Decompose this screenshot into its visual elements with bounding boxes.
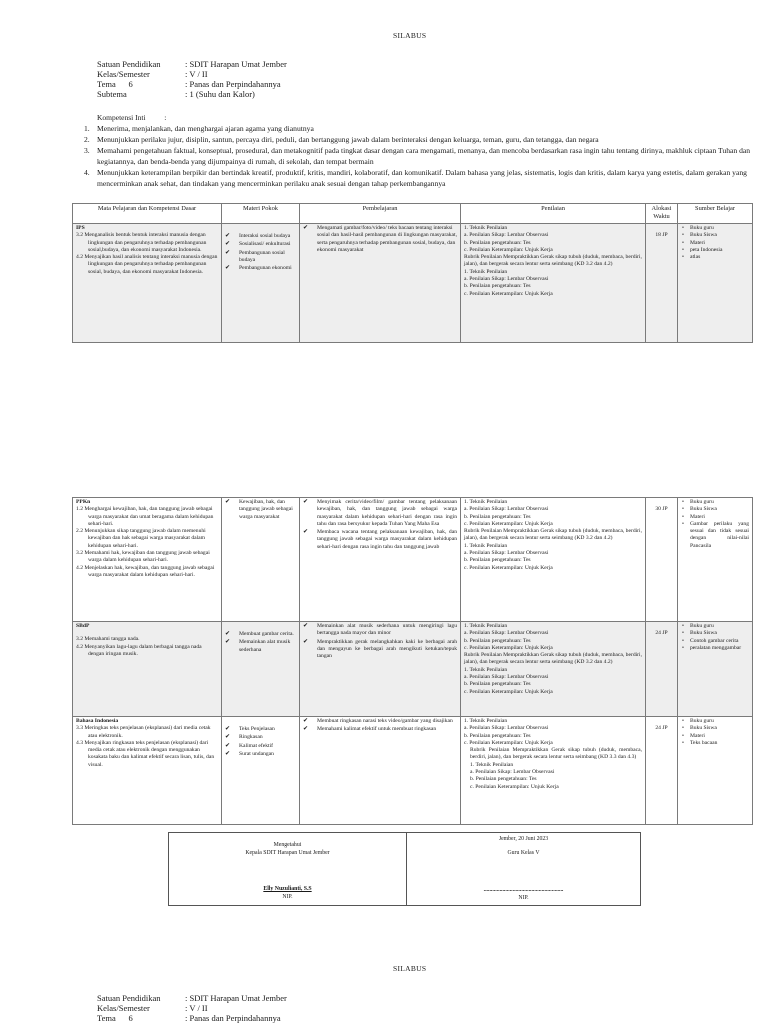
cell-penilaian [461, 622, 646, 717]
sign-right-role: Guru Kelas V [507, 849, 540, 856]
penilaian-line: a. Penilaian Sikap: Lembar Observasi [464, 674, 549, 681]
kd-item: 3.2 Memahami tangga nada. [76, 636, 140, 643]
check-icon: ✔ [303, 623, 309, 629]
doc-title: SILABUS [393, 31, 427, 40]
sumber-item: • Materi [681, 733, 749, 740]
sumber-item: • Materi [681, 514, 749, 521]
penilaian-line: Rubrik Penilaian Mempraktikkan Gerak sikap tubuh (duduk, membaca, berdiri, jalan), dan bergerak secara lentur serta seimbang (KD 3.2 dan 4.2) [464, 254, 642, 268]
penilaian-line: b. Penilaian pengetahuan: Tes [464, 732, 531, 739]
meta-row: Kelas/Semester : V / II [97, 1003, 208, 1013]
check-icon: ✔ [225, 265, 231, 272]
table-row-ppkn [73, 498, 753, 622]
subject-name: Bahasa Indonesia [76, 718, 119, 724]
penilaian-line: b. Penilaian pengetahuan: Tes [464, 681, 531, 688]
check-icon: ✔ [225, 249, 231, 256]
kd-item: 4.2 Menyajikan hasil analisis tentang interaksi manusia dengan lingkungan dan pengaruhnya terhadap pembangunan sosial, budaya, dan ekonomi masyarakat Indonesia. [76, 254, 218, 275]
kd-item: 1.2 Menghargai kewajiban, hak, dan tanggung jawab sebagai warga masyarakat dan umat beragama dalam kehidupan sehari-hari. [76, 506, 214, 527]
table-row-bindo [73, 717, 753, 825]
sign-right-date: Jember, 20 Juni 2023 [498, 836, 549, 842]
penilaian-line: b. Penilaian pengetahuan: Tes [464, 637, 531, 644]
cell-sumber [678, 717, 753, 825]
penilaian-line: 1. Teknik Penilaian [464, 542, 508, 549]
ki-item: 4. Menunjukkan keterampilan berpikir dan bertindak kreatif, produktif, kritis, mandiri, kolaboratif, dan komunikatif. Dalam bahasa yang jelas, sistematis, logis dan kritis, dalam karya yang estetis, dalam gerakan yang mencerminkan anak sehat, dan tindakan yang mencerminkan perilaku anak sesuai dengan tahap perkembangannya [84, 168, 747, 188]
cell-alokasi: 30 JP [646, 498, 678, 622]
check-icon: ✔ [225, 499, 231, 505]
pembelajaran-item: ✔ Mengamati gambar/foto/video/ teks bacaan tentang interaksi sosial dan hasil-hasil pembangunan di lingkungan masyarakat, serta pengaruhnya terhadap pembangunan sosial, budaya, dan ekonomi masyarakat [303, 225, 457, 253]
cell-sumber [678, 498, 753, 622]
sumber-list [681, 225, 749, 261]
sumber-item: • Buku guru [681, 499, 749, 506]
materi-list [225, 631, 296, 654]
ki-list [72, 123, 752, 189]
cell-materi [222, 717, 300, 825]
kd-item: 3.2 Memahami hak, kewajiban dan tanggung jawab sebagai warga dalam kehidupan sehari-hari. [76, 550, 210, 564]
cell-alokasi: 24 JP [646, 717, 678, 825]
meta-block [97, 59, 287, 99]
pembelajaran-item: ✔ Memahami kalimat efektif untuk membuat ringkasan [303, 726, 437, 733]
penilaian-line: c. Penilaian Keterampilan: Unjuk Kerja [464, 688, 553, 695]
sumber-item: • Buku guru [681, 718, 749, 725]
pembelajaran-item: ✔ Memainkan alat musik sederhana untuk mengiringi lagu bertangga nada mayor dan minor [303, 623, 457, 637]
check-icon: ✔ [303, 225, 309, 231]
penilaian-line: c. Penilaian Keterampilan: Unjuk Kerja [464, 520, 553, 527]
penilaian-line: a. Penilaian Sikap: Lembar Observasi [470, 769, 555, 776]
sumber-item: • Buku Siswa [681, 232, 749, 239]
penilaian-line: c. Penilaian Keterampilan: Unjuk Kerja [470, 783, 559, 790]
kd-item: 2.2 Menunjukkan sikap tanggung jawab dalam memenuhi kewajiban dan hak sebagai warga masyarakat dalam kehidupan sehari-hari. [76, 528, 206, 549]
penilaian-line: Rubrik Penilaian Mempraktikkan Gerak sikap tubuh (duduk, membaca, berdiri, jalan), dan bergerak secara lentur serta seimbang (KD 3.2 dan 4.2) [464, 652, 642, 666]
check-icon: ✔ [303, 499, 309, 505]
sign-left-nip: NIP. [282, 893, 293, 900]
pembelajaran-list [303, 623, 457, 660]
penilaian-line: b. Penilaian pengetahuan: Tes [464, 513, 531, 520]
cell-sumber [678, 622, 753, 717]
sign-left-role: Kepala SDIT Harapan Umat Jember [245, 849, 330, 856]
sumber-item: • Buku guru [681, 225, 749, 232]
sumber-item: • peralatan menggambar [681, 645, 749, 652]
signature-row [169, 833, 641, 906]
materi-item: ✔ Membuat gambar cerita. [225, 631, 294, 637]
ki-item: 3. Memahami pengetahuan faktual, konseptual, prosedural, dan metakognitif pada tingkat dasar dengan cara mengamati, menanya, dan mencoba berdasarkan rasa ingin tahu tentang dirinya, makhluk ciptaan Tuhan dan kegiatannya, dan benda-benda yang dijumpainya di rumah, di sekolah, dan tempat bermain [84, 146, 751, 166]
penilaian-line: 1. Teknik Penilaian [464, 499, 508, 505]
subject-name: IPS [76, 225, 85, 231]
check-icon: ✔ [225, 734, 231, 741]
table-row-ips [73, 224, 753, 343]
header-sumber: Sumber Belajar [678, 204, 753, 224]
penilaian-line: c. Penilaian Keterampilan: Unjuk Kerja [464, 290, 553, 297]
cell-materi [222, 498, 300, 622]
check-icon: ✔ [225, 750, 231, 757]
pembelajaran-list [303, 499, 457, 551]
materi-item: ✔ Pembangunan ekonomi [225, 265, 292, 272]
kd-item: 3.2 Menganalisis bentuk bentuk interaksi manusia dengan lingkungan dan pengaruhnya terhadap pembangunan sosial,budaya, dan ekonomi masyarakat Indonesia. [76, 232, 207, 253]
penilaian-line: 1. Teknik Penilaian [464, 225, 508, 231]
check-icon: ✔ [225, 631, 231, 637]
penilaian-line: c. Penilaian Keterampilan: Unjuk Kerja [464, 739, 553, 746]
ki-heading: Kompetensi Inti : [97, 113, 167, 122]
page2-meta-block [97, 993, 287, 1023]
sumber-item: • Buku Siswa [681, 506, 749, 513]
materi-item: ✔ Kewajiban, hak, dan tanggung jawab sebagai warga masyarakat [225, 499, 293, 520]
penilaian-line: 1. Teknik Penilaian [464, 718, 508, 724]
cell-pembelajaran [300, 717, 461, 825]
cell-pembelajaran [300, 622, 461, 717]
penilaian-line: 1. Teknik Penilaian [464, 268, 508, 275]
meta-row: Tema 6 : Panas dan Perpindahannya [97, 79, 281, 89]
signature-table [168, 832, 641, 906]
check-icon: ✔ [303, 529, 309, 536]
ki-item: 1. Menerima, menjalankan, dan menghargai ajaran agama yang dianutnya [84, 124, 314, 133]
check-icon: ✔ [303, 718, 309, 724]
meta-row: Kelas/Semester : V / II [97, 69, 208, 79]
penilaian-line: a. Penilaian Sikap: Lembar Observasi [464, 725, 549, 732]
penilaian-line: c. Penilaian Keterampilan: Unjuk Kerja [464, 564, 553, 571]
sumber-item: • Teks bacaan [681, 740, 749, 747]
kd-item: 4.3 Menyajikan ringkasan teks penjelasan (eksplanasi) dari media cetak atau elektronik dengan menggunakan kosakata baku dan kalimat efektif secara lisan, tulis, dan visual. [76, 739, 215, 768]
materi-item: ✔ Interaksi sosial budaya [225, 233, 291, 239]
pembelajaran-list [303, 718, 457, 734]
table-row-sbdp [73, 622, 753, 717]
kd-item: 4.2 Menjelaskan hak, kewajiban, dan tanggung jawab sebagai warga masyarakat dalam kehidupan sehari-hari. [76, 564, 215, 578]
penilaian-line: b. Penilaian pengetahuan: Tes [470, 776, 537, 783]
materi-list [225, 499, 296, 521]
header-pembelajaran: Pembelajaran [300, 204, 461, 224]
penilaian-line: Rubrik Penilaian Mempraktikkan Gerak sikap tubuh (duduk, membaca, berdiri, jalan), dan bergerak secara lentur serta seimbang (KD 3.2 dan 4.2) [464, 528, 642, 542]
sign-left-top: Mengetahui [273, 842, 302, 848]
materi-item: ✔ Surat undangan [225, 750, 274, 757]
pembelajaran-item: ✔ Mempraktikkan gerak melangkahkan kaki ke berbagai arah dan mengayun ke berbagai arah mengikuti ketukan/tepuk tangan [303, 638, 457, 660]
meta-row: Satuan Pendidikan : SDIT Harapan Umat Jember [97, 993, 287, 1003]
cell-mapel [73, 622, 222, 717]
sumber-list [681, 623, 749, 652]
materi-item: ✔ Pembangunan sosial budaya [225, 249, 285, 263]
check-icon: ✔ [303, 638, 309, 645]
cell-penilaian [461, 224, 646, 343]
cell-materi [222, 224, 300, 343]
signature-right [407, 833, 641, 906]
penilaian-line: a. Penilaian Sikap: Lembar Observasi [464, 506, 549, 513]
sumber-item: • Contoh gambar cerita [681, 638, 749, 645]
kd-item: 4.2 Menyanyikan lagu-lagu dalam berbagai tangga nada dengan iringan musik. [76, 643, 202, 657]
sign-right-nip: NIP. [518, 894, 529, 901]
pembelajaran-item: ✔ Menyimak cerita/video/film/ gambar tentang pelaksanaan kewajiban, hak, dan tanggung jawab sebagai warga masyarakat dalam kehidupan sehari-hari dengan rasa ingin tahu dan rasa bersyukur kepada Tuhan Yang Maha Esa [303, 499, 457, 527]
sumber-item: • Buku guru [681, 623, 749, 630]
materi-list [225, 233, 296, 272]
cell-mapel [73, 717, 222, 825]
penilaian-line: a. Penilaian Sikap: Lembar Observasi [464, 232, 549, 239]
penilaian-line: b. Penilaian pengetahuan: Tes [464, 283, 531, 290]
check-icon: ✔ [225, 639, 231, 646]
syllabus-table-1 [72, 203, 753, 343]
check-icon: ✔ [225, 241, 231, 248]
cell-materi [222, 622, 300, 717]
cell-penilaian [461, 717, 646, 825]
materi-item: ✔ Memainkan alat musik sederhana [225, 639, 291, 653]
penilaian-line: b. Penilaian pengetahuan: Tes [464, 557, 531, 564]
penilaian-line: a. Penilaian Sikap: Lembar Observasi [464, 550, 549, 557]
subject-name: PPKn [76, 499, 91, 505]
materi-item: ✔ Teks Penjelasan [225, 726, 275, 732]
header-materi: Materi Pokok [222, 204, 300, 224]
subject-name: SBdP [76, 623, 90, 629]
sign-right-name: ....................................................... [483, 887, 564, 893]
materi-item: ✔ Sosialisasi/ enkulturasi [225, 241, 291, 248]
sumber-item: • Buku Siswa [681, 630, 749, 637]
penilaian-line: 1. Teknik Penilaian [464, 666, 508, 673]
sumber-item: • atlas [681, 254, 749, 261]
check-icon: ✔ [225, 726, 231, 732]
table-header-row [73, 204, 753, 224]
syllabus-table-2 [72, 497, 753, 825]
pembelajaran-item: ✔ Membaca wacana tentang pelaksanaan kewajiban, hak, dan tanggung jawab sebagai warga masyarakat dalam kehidupan sehari-hari dengan rasa ingin tahu dan tanggung jawab [303, 529, 457, 550]
penilaian-line: 1. Teknik Penilaian [470, 761, 514, 768]
cell-alokasi: 18 JP [646, 224, 678, 343]
penilaian-line: Rubrik Penilaian Mempraktikkan Gerak sikap tubuh (duduk, membaca, berdiri, jalan), dan bergerak secara lentur serta seimbang (KD 3.3 dan 4.3) [470, 747, 642, 761]
materi-item: ✔ Ringkasan [225, 734, 263, 741]
cell-mapel [73, 498, 222, 622]
penilaian-line: b. Penilaian pengetahuan: Tes [464, 239, 531, 246]
header-mapel: Mata Pelajaran dan Kompetensi Dasar [73, 204, 222, 224]
check-icon: ✔ [225, 233, 231, 239]
kd-item: 3.3 Meringkas teks penjelasan (eksplanasi) dari media cetak atau elektronik. [76, 725, 211, 739]
pembelajaran-item: ✔ Membuat ringkasan narasi teks video/gambar yang disajikan [303, 718, 453, 724]
sumber-list [681, 718, 749, 747]
check-icon: ✔ [225, 742, 231, 749]
pembelajaran-list [303, 225, 457, 254]
penilaian-line: a. Penilaian Sikap: Lembar Observasi [464, 276, 549, 283]
meta-row: Subtema : 1 (Suhu dan Kalor) [97, 89, 255, 99]
cell-sumber [678, 224, 753, 343]
header-alokasi: Alokasi Waktu [646, 204, 678, 224]
cell-pembelajaran [300, 498, 461, 622]
penilaian-line: c. Penilaian Keterampilan: Unjuk Kerja [464, 246, 553, 253]
materi-item: ✔ Kalimat efektif [225, 742, 274, 749]
sumber-item: • Materi [681, 240, 749, 247]
penilaian-line: a. Penilaian Sikap: Lembar Observasi [464, 630, 549, 637]
materi-list [225, 726, 296, 758]
header-penilaian: Penilaian [461, 204, 646, 224]
check-icon: ✔ [303, 726, 309, 733]
meta-row: Satuan Pendidikan : SDIT Harapan Umat Jember [97, 59, 287, 69]
page2-title: SILABUS [393, 964, 427, 973]
sumber-item: • peta Indonesia [681, 247, 749, 254]
sumber-item: • Gambar perilaku yang sesuai dan tidak sesuai dengan nilai-nilai Pancasila [681, 521, 749, 550]
penilaian-line: 1. Teknik Penilaian [464, 623, 508, 629]
cell-penilaian [461, 498, 646, 622]
cell-pembelajaran [300, 224, 461, 343]
ki-item: 2. Menunjukkan perilaku jujur, disiplin, santun, percaya diri, peduli, dan bertanggung jawab dalam berinteraksi dengan keluarga, teman, guru, dan tetangga, dan negara [84, 135, 599, 144]
meta-row: Tema 6 : Panas dan Perpindahannya [97, 1013, 281, 1023]
sumber-list [681, 499, 749, 550]
signature-left [169, 833, 407, 906]
sumber-item: • Buku Siswa [681, 725, 749, 732]
cell-alokasi: 24 JP [646, 622, 678, 717]
cell-mapel [73, 224, 222, 343]
sign-left-name: Elly Nuzulianti, S.S [263, 886, 312, 892]
penilaian-line: c. Penilaian Keterampilan: Unjuk Kerja [464, 644, 553, 651]
